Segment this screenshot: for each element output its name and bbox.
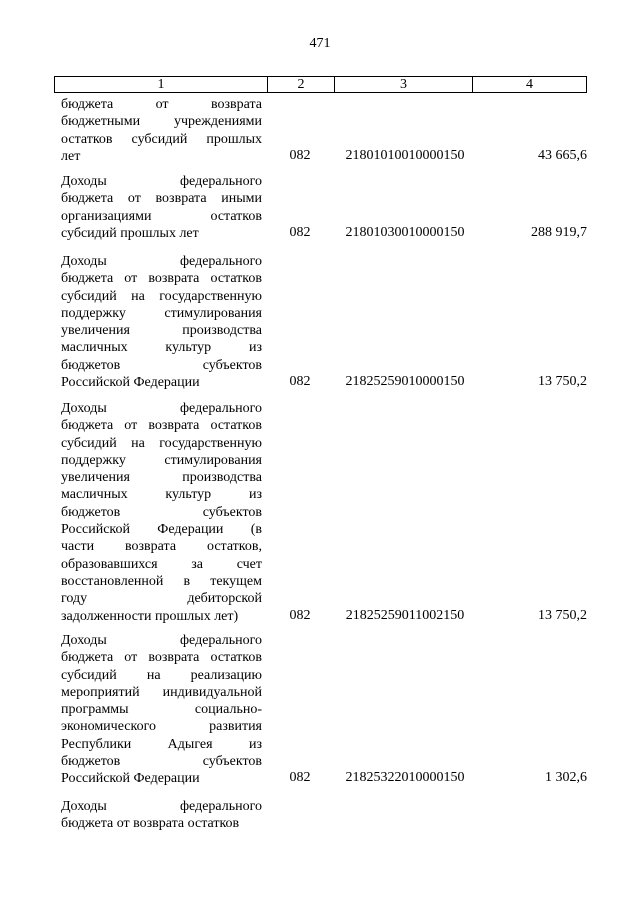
description-line: Доходы федерального [61,633,262,648]
description-line: лет [61,148,81,164]
description-line: остатков субсидий прошлых [61,131,262,147]
header-col-3: 3 [335,77,473,92]
description-line: Российской Федерации [61,375,200,391]
description-line: части возврата остатков, [61,539,262,555]
row-amount: 43 665,6 [538,147,587,163]
description-line: образовавшихся за счет [61,556,262,572]
description-line: бюджета от возврата остатков [61,816,240,832]
row-kbk: 21825259011002150 [345,607,465,623]
row-kbk: 21801030010000150 [345,224,465,240]
row-amount: 288 919,7 [531,224,587,240]
description-line: Российской Федерации [61,771,200,787]
description-line: субсидий на государственную [61,288,262,304]
row-description [61,96,262,165]
description-line: бюджетными учреждениями [61,114,262,130]
row-kbk: 21825259010000150 [345,374,465,390]
description-line: бюджета от возврата остатков [61,418,262,434]
description-line: бюджетов субъектов [61,754,262,770]
description-line: восстановленной в текущем [61,573,262,589]
header-col-2: 2 [268,77,335,92]
header-col-1: 1 [55,77,268,92]
description-line: бюджета от возврата иными [61,191,262,207]
description-line: экономического развития [61,719,262,735]
description-line: бюджета от возврата [61,97,262,112]
description-line: бюджета от возврата остатков [61,650,262,666]
row-code: 082 [289,224,311,240]
row-code: 082 [289,607,311,623]
description-line: мероприятий индивидуальной [61,684,262,700]
row-code: 082 [289,770,311,786]
row-description [61,173,262,242]
row-description [61,798,262,833]
description-line: поддержку стимулирования [61,452,262,468]
row-kbk: 21825322010000150 [345,770,465,786]
description-line: Доходы федерального [61,174,262,189]
description-line: Доходы федерального [61,799,262,814]
description-line: году дебиторской [61,591,262,607]
description-line: организациями остатков [61,208,262,224]
description-line: бюджета от возврата остатков [61,271,262,287]
row-amount: 13 750,2 [538,374,587,390]
description-line: субсидий на реализацию [61,667,262,683]
description-line: субсидий прошлых лет [61,225,199,241]
description-line: масличных культур из [61,487,262,503]
row-kbk: 21801010010000150 [345,147,465,163]
row-description [61,632,262,788]
page-number: 471 [309,36,331,51]
row-code: 082 [289,147,311,163]
row-code: 082 [289,374,311,390]
row-amount: 13 750,2 [538,607,587,623]
row-description [61,400,262,625]
description-line: бюджетов субъектов [61,357,262,373]
header-col-4: 4 [526,77,533,92]
description-line: увеличения производства [61,323,262,339]
description-line: масличных культур из [61,340,262,356]
description-line: Доходы федерального [61,254,262,269]
row-description [61,253,262,391]
description-line: поддержку стимулирования [61,305,262,321]
description-line: Доходы федерального [61,401,262,416]
description-line: задолженности прошлых лет) [61,608,239,624]
row-amount: 1 302,6 [545,770,587,786]
description-line: бюджетов субъектов [61,504,262,520]
description-line: субсидий на государственную [61,435,262,451]
description-line: увеличения производства [61,470,262,486]
description-line: Российской Федерации (в [61,522,262,538]
description-line: Республики Адыгея из [61,736,262,752]
table-header [54,76,587,93]
description-line: программы социально- [61,702,262,718]
